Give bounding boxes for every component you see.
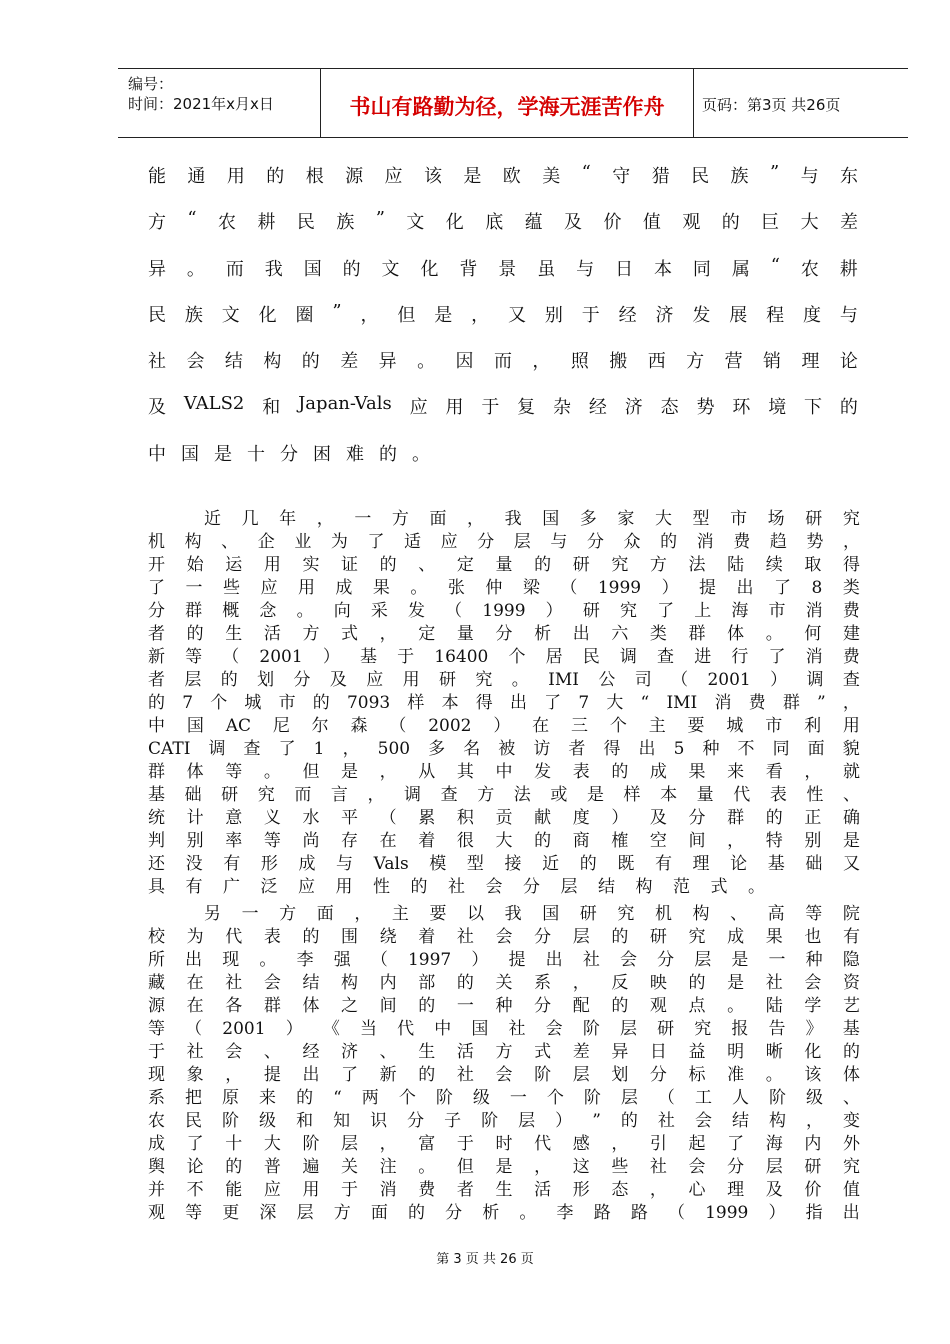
text-line: 民 族 文 化 圈 ” ， 但 是 ， 又 别 于 经 济 发 展 程 度 与 [148, 301, 858, 326]
text-line: 的 7 个 城 市 的 7093 样 本 得 出 了 7 大 “ IMI 消 费 群 ” ， [148, 693, 860, 713]
header-page-cell [694, 69, 908, 137]
header-meta-cell [118, 69, 320, 137]
text-line: 藏 在 社 会 结 构 内 部 的 关 系 ， 反 映 的 是 社 会 资 [148, 973, 860, 993]
text-line: 还 没 有 形 成 与 Vals 模 型 接 近 的 既 有 理 论 基 础 又 [148, 854, 860, 874]
text-line: 能 通 用 的 根 源 应 该 是 欧 美 “ 守 猎 民 族 ” 与 东 [148, 162, 858, 187]
page-code: 页码：第3页 共26页 [702, 96, 841, 114]
text-line: 统 计 意 义 水 平 （ 累 积 贡 献 度 ） 及 分 群 的 正 确 [148, 808, 860, 828]
text-line: 新 等 （ 2001 ） 基 于 16400 个 居 民 调 查 进 行 了 消 费 [148, 647, 860, 667]
text-line: 基 础 研 究 而 言 ， 调 查 方 法 或 是 样 本 量 代 表 性 、 [148, 785, 860, 805]
text-line: 者 层 的 划 分 及 应 用 研 究 。 IMI 公 司 （ 2001 ） 调 查 [148, 670, 860, 690]
text-line: 源 在 各 群 体 之 间 的 一 种 分 配 的 观 点 。 陆 学 艺 [148, 996, 860, 1016]
paragraph-3 [148, 903, 860, 1225]
text-line: 观 等 更 深 层 方 面 的 分 析 。 李 路 路 （ 1999 ） 指 出 [148, 1203, 860, 1223]
text-line: 等 （ 2001 ） 《 当 代 中 国 社 会 阶 层 研 究 报 告 》 基 [148, 1019, 860, 1039]
text-line: 成 了 十 大 阶 层 ， 富 于 时 代 感 ， 引 起 了 海 内 外 [148, 1134, 860, 1154]
text-line: 具 有 广 泛 应 用 性 的 社 会 分 层 结 构 范 式 。 [148, 877, 765, 897]
text-line: CATI 调 查 了 1 ， 500 多 名 被 访 者 得 出 5 种 不 同 面 貌 [148, 739, 860, 759]
text-line: 中 国 是 十 分 困 难 的 。 [148, 444, 430, 465]
text-line: 开 始 运 用 实 证 的 、 定 量 的 研 究 方 法 陆 续 取 得 [148, 555, 860, 575]
motto: 书山有路勤为径，学海无涯苦作舟 [349, 95, 665, 119]
text-line: 校 为 代 表 的 围 绕 着 社 会 分 层 的 研 究 成 果 也 有 [148, 927, 860, 947]
text-line: 群 体 等 。 但 是 ， 从 其 中 发 表 的 成 果 来 看 ， 就 [148, 762, 860, 782]
number-label: 编号： [128, 75, 174, 93]
text-line: 判 别 率 等 尚 存 在 着 很 大 的 商 榷 空 间 ， 特 别 是 [148, 831, 860, 851]
header-motto-cell [320, 69, 694, 137]
text-line: 所 出 现 。 李 强 （ 1997 ） 提 出 社 会 分 层 是 一 种 隐 [148, 950, 860, 970]
text-line: 农 民 阶 级 和 知 识 分 子 阶 层 ） ” 的 社 会 结 构 ， 变 [148, 1111, 860, 1131]
page-header [118, 68, 908, 138]
text-line: 并 不 能 应 用 于 消 费 者 生 活 形 态 ， 心 理 及 价 值 [148, 1180, 860, 1200]
text-line: 异 。 而 我 国 的 文 化 背 景 虽 与 日 本 同 属 “ 农 耕 [148, 255, 858, 280]
text-line: 系 把 原 来 的 “ 两 个 阶 级 一 个 阶 层 （ 工 人 阶 级 、 [148, 1088, 860, 1108]
text-line: 现 象 ， 提 出 了 新 的 社 会 阶 层 划 分 标 准 。 该 体 [148, 1065, 860, 1085]
text-line: 分 群 概 念 。 向 采 发 （ 1999 ） 研 究 了 上 海 市 消 费 [148, 601, 860, 621]
text-line: 于 社 会 、 经 济 、 生 活 方 式 差 异 日 益 明 晰 化 的 [148, 1042, 860, 1062]
text-line: 方 “ 农 耕 民 族 ” 文 化 底 蕴 及 价 值 观 的 巨 大 差 [148, 208, 858, 233]
text-line: 者 的 生 活 方 式 ， 定 量 分 析 出 六 类 群 体 。 何 建 [148, 624, 860, 644]
paragraph-2 [148, 508, 860, 899]
text-line: 社 会 结 构 的 差 异 。 因 而 ， 照 搬 西 方 营 销 理 论 [148, 351, 858, 372]
text-line: 舆 论 的 普 遍 关 注 。 但 是 ， 这 些 社 会 分 层 研 究 [148, 1157, 860, 1177]
text-line: 了 一 些 应 用 成 果 。 张 仲 梁 （ 1999 ） 提 出 了 8 类 [148, 578, 860, 598]
text-line: 另 一 方 面 ， 主 要 以 我 国 研 究 机 构 、 高 等 院 [204, 904, 860, 924]
text-line: 及 VALS2 和 Japan-Vals 应 用 于 复 杂 经 济 态 势 环 境 下 的 [148, 393, 858, 418]
text-line: 机 构 、 企 业 为 了 适 应 分 层 与 分 众 的 消 费 趋 势 ， [148, 532, 860, 552]
time-label: 时间：2021年x月x日 [128, 95, 274, 113]
page-footer: 第 3 页 共 26 页 [436, 1252, 534, 1267]
text-line: 中 国 AC 尼 尔 森 （ 2002 ） 在 三 个 主 要 城 市 利 用 [148, 716, 860, 736]
text-line: 近 几 年 ， 一 方 面 ， 我 国 多 家 大 型 市 场 研 究 [204, 509, 860, 529]
